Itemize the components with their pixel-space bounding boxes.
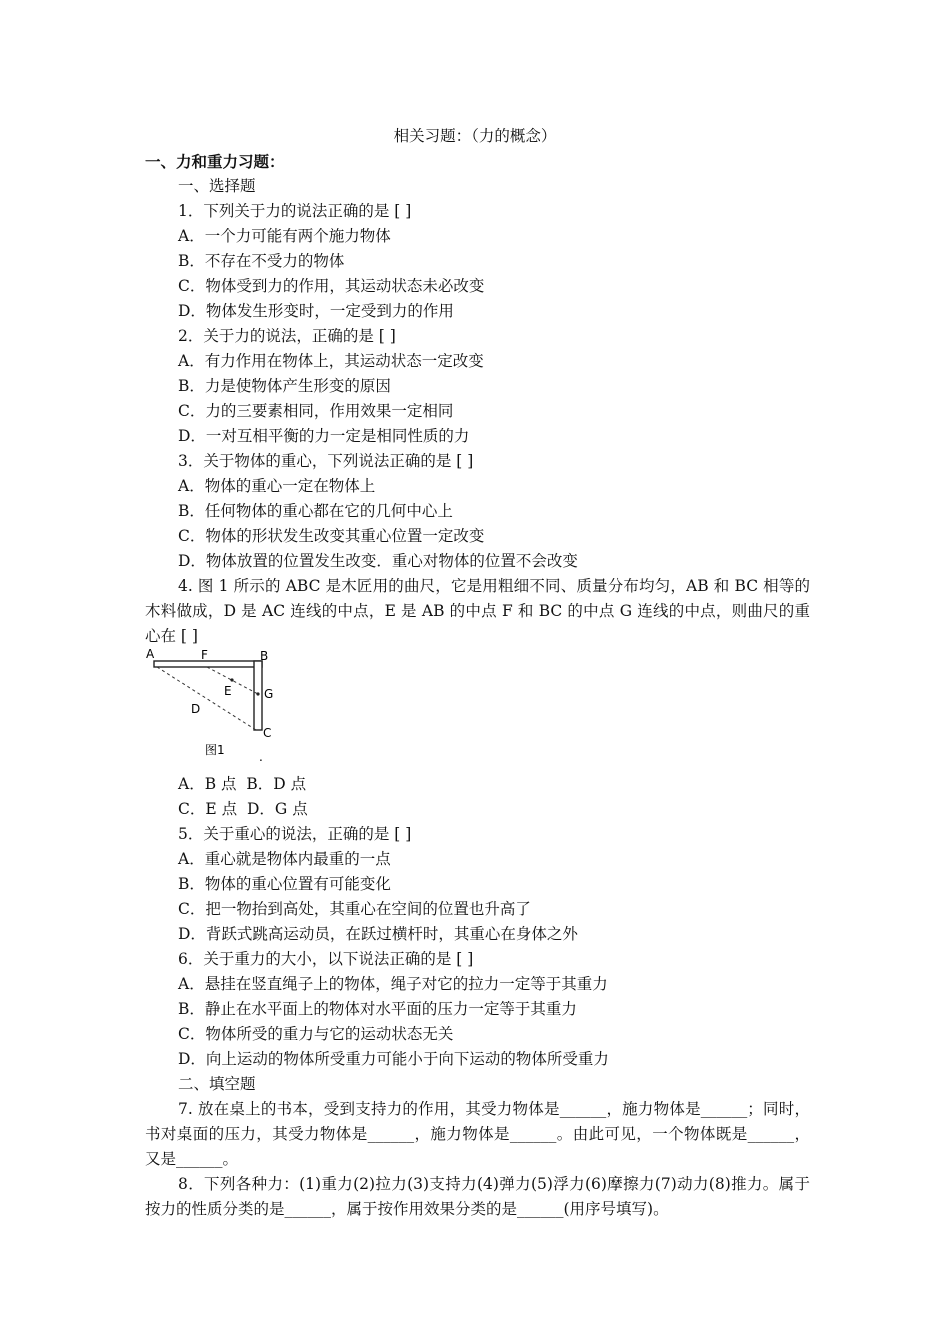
line-ac <box>157 667 256 730</box>
question-8-line-1: 8．下列各种力：(1)重力(2)拉力(3)支持力(4)弹力(5)浮力(6)摩擦力(7)动力(8)推力。属于 <box>178 1175 810 1193</box>
question-5-option-d: D．背跃式跳高运动员，在跃过横杆时，其重心在身体之外 <box>178 925 578 943</box>
question-3-option-b: B．任何物体的重心都在它的几何中心上 <box>178 502 453 520</box>
label-b: B <box>260 649 269 663</box>
question-2-option-b: B．力是使物体产生形变的原因 <box>178 377 391 395</box>
figure-caption: 图1 <box>205 743 225 757</box>
label-e: E <box>224 684 232 698</box>
question-4-options-ab: A．B 点 B．D 点 <box>178 775 307 793</box>
question-6-option-b: B．静止在水平面上的物体对水平面的压力一定等于其重力 <box>178 1000 577 1018</box>
section-heading: 一、力和重力习题： <box>145 152 285 171</box>
question-7-line-2: 书对桌面的压力，其受力物体是______，施力物体是______。由此可见，一个物体既是______， <box>145 1125 810 1143</box>
question-4-stem-line-3: 心在 [ ] <box>145 627 198 645</box>
question-1-option-d: D．物体发生形变时，一定受到力的作用 <box>178 302 454 320</box>
label-f: F <box>201 648 208 662</box>
question-4-stem-line-2: 木料做成，D 是 AC 连线的中点，E 是 AB 的中点 F 和 BC 的中点 G 连线的中点，则曲尺的重 <box>145 602 810 620</box>
label-g: G <box>264 687 274 701</box>
question-8-line-2: 按力的性质分类的是______，属于按作用效果分类的是______(用序号填写)。 <box>145 1200 669 1218</box>
question-6-option-a: A．悬挂在竖直绳子上的物体，绳子对它的拉力一定等于其重力 <box>178 975 608 993</box>
question-2-stem: 2．关于力的说法，正确的是 [ ] <box>178 327 396 345</box>
question-3-option-a: A．物体的重心一定在物体上 <box>178 477 376 495</box>
point-e <box>230 678 233 681</box>
question-4-stem-line-1: 4. 图 1 所示的 ABC 是木匠用的曲尺，它是用粗细不同、质量分布均匀，AB 和 BC 相等的 <box>178 577 810 595</box>
question-7-line-3: 又是______。 <box>145 1150 239 1168</box>
part-heading-choice: 一、选择题 <box>178 177 256 195</box>
question-5-option-b: B．物体的重心位置有可能变化 <box>178 875 391 893</box>
question-4-options-cd: C．E 点 D．G 点 <box>178 800 308 818</box>
label-a: A <box>146 647 155 661</box>
question-6-stem: 6．关于重力的大小，以下说法正确的是 [ ] <box>178 950 474 968</box>
question-6-option-c: C．物体所受的重力与它的运动状态无关 <box>178 1025 454 1043</box>
question-7-line-1: 7. 放在桌上的书本，受到支持力的作用，其受力物体是______，施力物体是______；同时， <box>178 1100 810 1118</box>
question-2-option-c: C．力的三要素相同，作用效果一定相同 <box>178 402 454 420</box>
question-1-option-b: B．不存在不受力的物体 <box>178 252 345 270</box>
question-5-option-a: A．重心就是物体内最重的一点 <box>178 850 391 868</box>
question-1-option-c: C．物体受到力的作用，其运动状态未必改变 <box>178 277 485 295</box>
question-3-option-c: C．物体的形状发生改变其重心位置一定改变 <box>178 527 485 545</box>
part-heading-fill-in: 二、填空题 <box>178 1075 256 1093</box>
question-2-option-d: D．一对互相平衡的力一定是相同性质的力 <box>178 427 470 445</box>
question-1-stem: 1．下列关于力的说法正确的是 [ ] <box>178 202 412 220</box>
question-2-option-a: A．有力作用在物体上，其运动状态一定改变 <box>178 352 484 370</box>
point-g <box>256 692 259 695</box>
label-c: C <box>263 726 272 740</box>
page-title: 相关习题：（力的概念） <box>393 127 557 145</box>
question-5-option-c: C．把一物抬到高处，其重心在空间的位置也升高了 <box>178 900 531 918</box>
question-3-stem: 3．关于物体的重心，下列说法正确的是 [ ] <box>178 452 474 470</box>
question-1-option-a: A．一个力可能有两个施力物体 <box>178 227 391 245</box>
figure-mark: . <box>259 750 263 764</box>
ruler-arm-ab <box>154 661 262 667</box>
question-3-option-d: D．物体放置的位置发生改变．重心对物体的位置不会改变 <box>178 552 578 570</box>
figure-1-carpenter-square <box>145 644 285 764</box>
question-6-option-d: D．向上运动的物体所受重力可能小于向下运动的物体所受重力 <box>178 1050 609 1068</box>
label-d: D <box>191 702 201 716</box>
question-5-stem: 5．关于重心的说法，正确的是 [ ] <box>178 825 412 843</box>
